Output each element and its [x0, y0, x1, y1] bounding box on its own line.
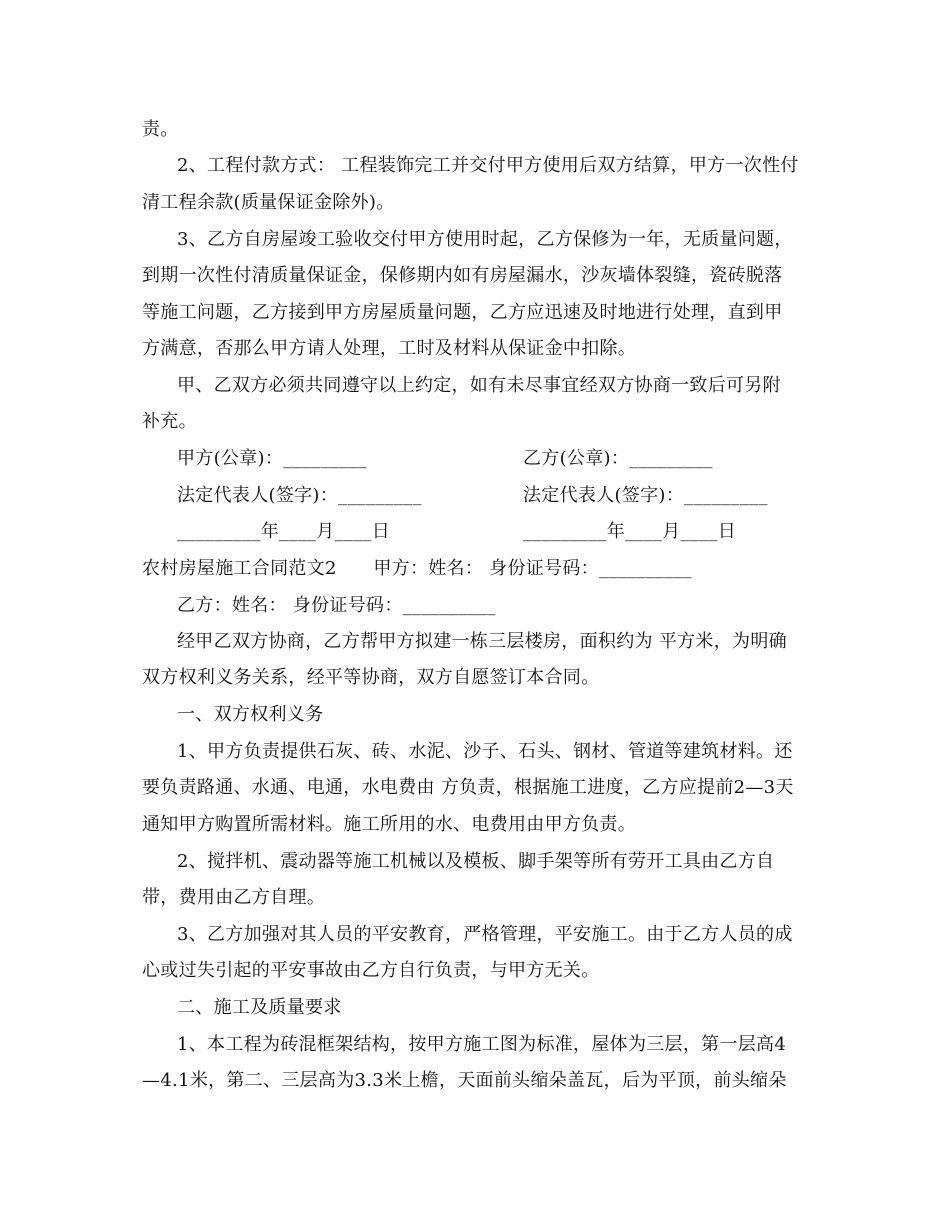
text-line: 等施工问题，乙方接到甲方房屋质量问题，乙方应迅速及时地进行处理，直到甲: [142, 302, 783, 323]
text-line: 1、甲方负责提供石灰、砖、水泥、沙子、石头、钢材、管道等建筑材料。还: [177, 741, 793, 762]
text-line: 心或过失引起的平安事故由乙方自行负责，与甲方无关。: [142, 960, 600, 981]
party-b-seal: 乙方(公章)：_________: [523, 448, 713, 469]
text-line: 补充。: [142, 411, 197, 432]
party-a-representative: 法定代表人(签字)：_________: [177, 485, 422, 506]
text-line: 甲、乙双方必须共同遵守以上约定，如有未尽事宜经双方协商一致后可另附: [177, 375, 781, 396]
text-line: 到期一次性付清质量保证金，保修期内如有房屋漏水，沙灰墙体裂缝，瓷砖脱落: [142, 265, 783, 286]
party-a-seal: 甲方(公章)：_________: [177, 448, 367, 469]
party-a-date: _________年____月____日: [177, 521, 390, 542]
text-line: 经甲乙双方协商，乙方帮甲方拟建一栋三层楼房，面积约为 平方米，为明确: [177, 631, 787, 652]
text-line: 1、本工程为砖混框架结构，按甲方施工图为标准，屋体为三层，第一层高4: [177, 1034, 787, 1055]
text-line: 要负责路通、水通、电通，水电费由 方负责，根据施工进度，乙方应提前2—3天: [142, 777, 794, 798]
text-line: 双方权利义务关系，经平等协商，双方自愿签订本合同。: [142, 667, 600, 688]
text-line: 带，费用由乙方自理。: [142, 887, 325, 908]
text-line: 3、乙方加强对其人员的平安教育，严格管理，平安施工。由于乙方人员的成: [177, 924, 793, 945]
text-line: 2、搅拌机、震动器等施工机械以及模板、脚手架等所有劳开工具由乙方自: [177, 851, 775, 872]
section-heading: 二、施工及质量要求: [177, 997, 342, 1018]
party-b-info: 乙方：姓名： 身份证号码：__________: [177, 595, 496, 616]
section-heading: 一、双方权利义务: [177, 704, 324, 725]
party-b-representative: 法定代表人(签字)：_________: [523, 485, 768, 506]
text-line: 3、乙方自房屋竣工验收交付甲方使用时起，乙方保修为一年，无质量问题，: [177, 229, 793, 250]
text-line: 通知甲方购置所需材料。施工所用的水、电费用由甲方负责。: [142, 814, 637, 835]
text-line: 方满意，否那么甲方请人处理，工时及材料从保证金中扣除。: [142, 338, 637, 359]
text-line: 责。: [142, 119, 179, 140]
text-line: —4.1米，第二、三层高为3.3米上檐，天面前头缩朵盖瓦，后为平顶，前头缩朵: [142, 1070, 787, 1091]
text-line: 清工程余款(质量保证金除外)。: [142, 192, 395, 213]
contract2-heading: 农村房屋施工合同范文2 甲方：姓名： 身份证号码：__________: [142, 558, 692, 579]
party-b-date: _________年____月____日: [523, 521, 736, 542]
text-line: 2、工程付款方式： 工程装饰完工并交付甲方使用后双方结算，甲方一次性付: [177, 155, 799, 176]
